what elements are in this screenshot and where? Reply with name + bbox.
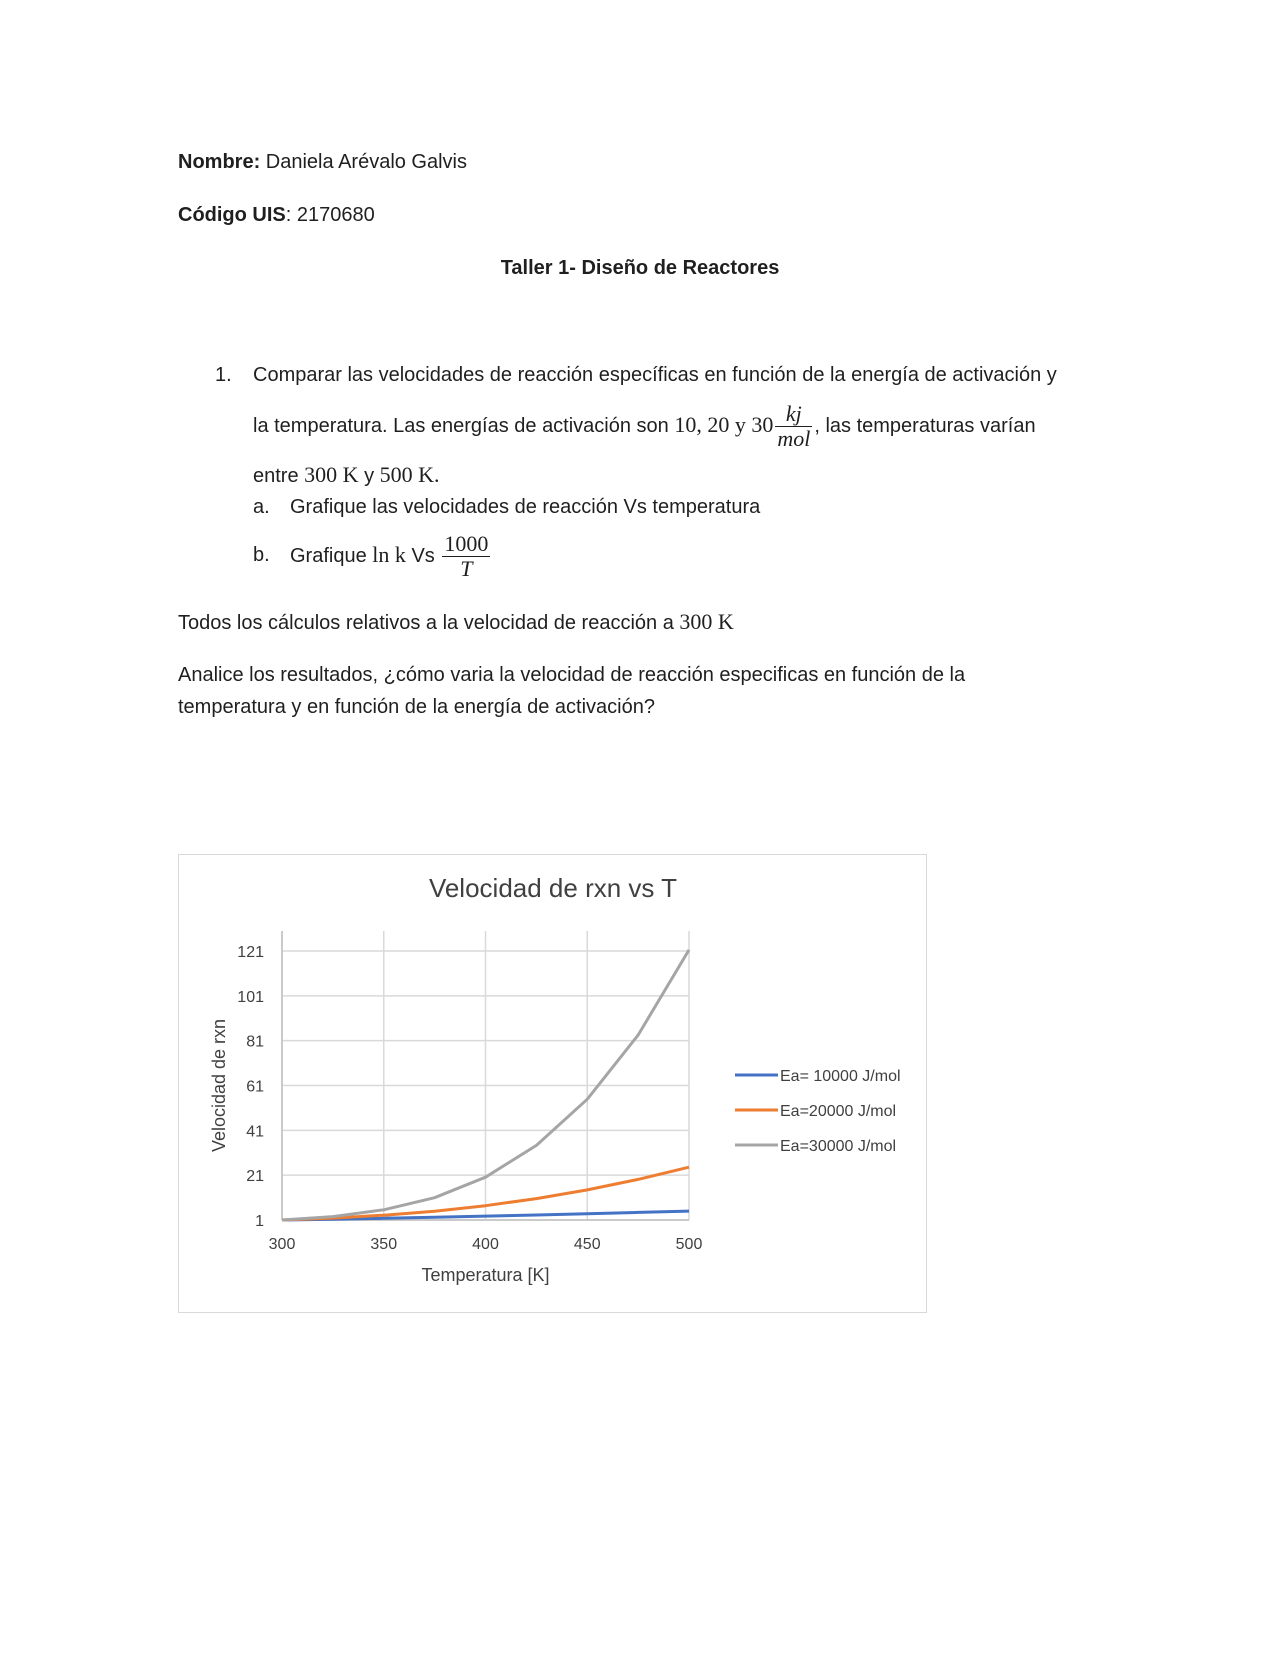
question-line-1: Comparar las velocidades de reacción específicas en función de la energía de activación y xyxy=(253,364,1057,386)
legend-label: Ea=30000 J/mol xyxy=(780,1138,897,1155)
legend-label: Ea= 10000 J/mol xyxy=(780,1068,901,1085)
y-axis-label: Velocidad de rxn xyxy=(209,1018,229,1153)
inverse-temp-fraction xyxy=(442,532,490,581)
x-tick-label: 350 xyxy=(370,1236,398,1253)
question-line-2 xyxy=(253,398,1036,453)
legend-label: Ea=20000 J/mol xyxy=(780,1103,897,1120)
item-b-text xyxy=(290,528,492,583)
y-tick-label: 61 xyxy=(246,1078,264,1096)
line3-mid: y xyxy=(358,465,380,487)
line2-suffix: , las temperaturas varían xyxy=(814,415,1036,437)
page-title: Taller 1- Diseño de Reactores xyxy=(500,257,780,279)
item-b-marker: b. xyxy=(253,544,270,566)
chart-frame xyxy=(178,854,927,1313)
analysis-line-1: Analice los resultados, ¿cómo varia la velocidad de reacción especificas en función de la xyxy=(178,664,966,686)
y-tick-label: 41 xyxy=(246,1123,264,1141)
question-number: 1. xyxy=(215,364,232,386)
code-label: Código UIS xyxy=(178,204,286,226)
calc-temp: 300 K xyxy=(679,609,734,634)
item-a-text: Grafique las velocidades de reacción Vs temperatura xyxy=(290,496,761,518)
y-tick-label: 101 xyxy=(237,988,264,1006)
line2-prefix: la temperatura. Las energías de activación son xyxy=(253,415,675,437)
y-tick-label: 21 xyxy=(246,1168,264,1186)
student-code xyxy=(178,202,375,228)
activation-energies: 10, 20 y 30 xyxy=(674,412,774,437)
calc-note-text: Todos los cálculos relativos a la velocidad de reacción a xyxy=(178,612,680,634)
student-name xyxy=(178,149,467,175)
line3-prefix: entre xyxy=(253,465,305,487)
name-value: Daniela Arévalo Galvis xyxy=(260,151,468,173)
y-tick-label: 1 xyxy=(255,1213,264,1230)
y-tick-label: 81 xyxy=(246,1033,264,1051)
y-tick-label: 121 xyxy=(237,944,264,961)
x-axis-label: Temperatura [K] xyxy=(421,1265,550,1285)
code-value: : 2170680 xyxy=(285,204,375,226)
fraction-denominator: T xyxy=(460,556,473,582)
item-b-prefix: Grafique xyxy=(290,545,373,567)
x-tick-label: 500 xyxy=(675,1236,703,1253)
calc-note xyxy=(178,609,734,636)
chart-title: Velocidad de rxn vs T xyxy=(428,873,678,903)
fraction-numerator: 1000 xyxy=(444,531,489,557)
temp-max: 500 K. xyxy=(379,462,440,487)
x-tick-label: 400 xyxy=(472,1236,499,1253)
temp-min: 300 K xyxy=(304,462,359,487)
analysis-line-2: temperatura y en función de la energía de activación? xyxy=(178,696,655,718)
item-b-vs: Vs xyxy=(405,545,441,567)
unit-fraction xyxy=(775,402,812,451)
question-line-3 xyxy=(253,462,440,489)
ln-k: ln k xyxy=(372,542,406,567)
rate-vs-temperature-chart xyxy=(179,855,928,1314)
x-tick-label: 300 xyxy=(268,1236,296,1253)
name-label: Nombre: xyxy=(178,151,261,173)
item-a-marker: a. xyxy=(253,496,270,518)
unit-numerator: kj xyxy=(775,402,812,427)
x-tick-label: 450 xyxy=(573,1236,601,1253)
unit-denominator: mol xyxy=(777,426,811,452)
